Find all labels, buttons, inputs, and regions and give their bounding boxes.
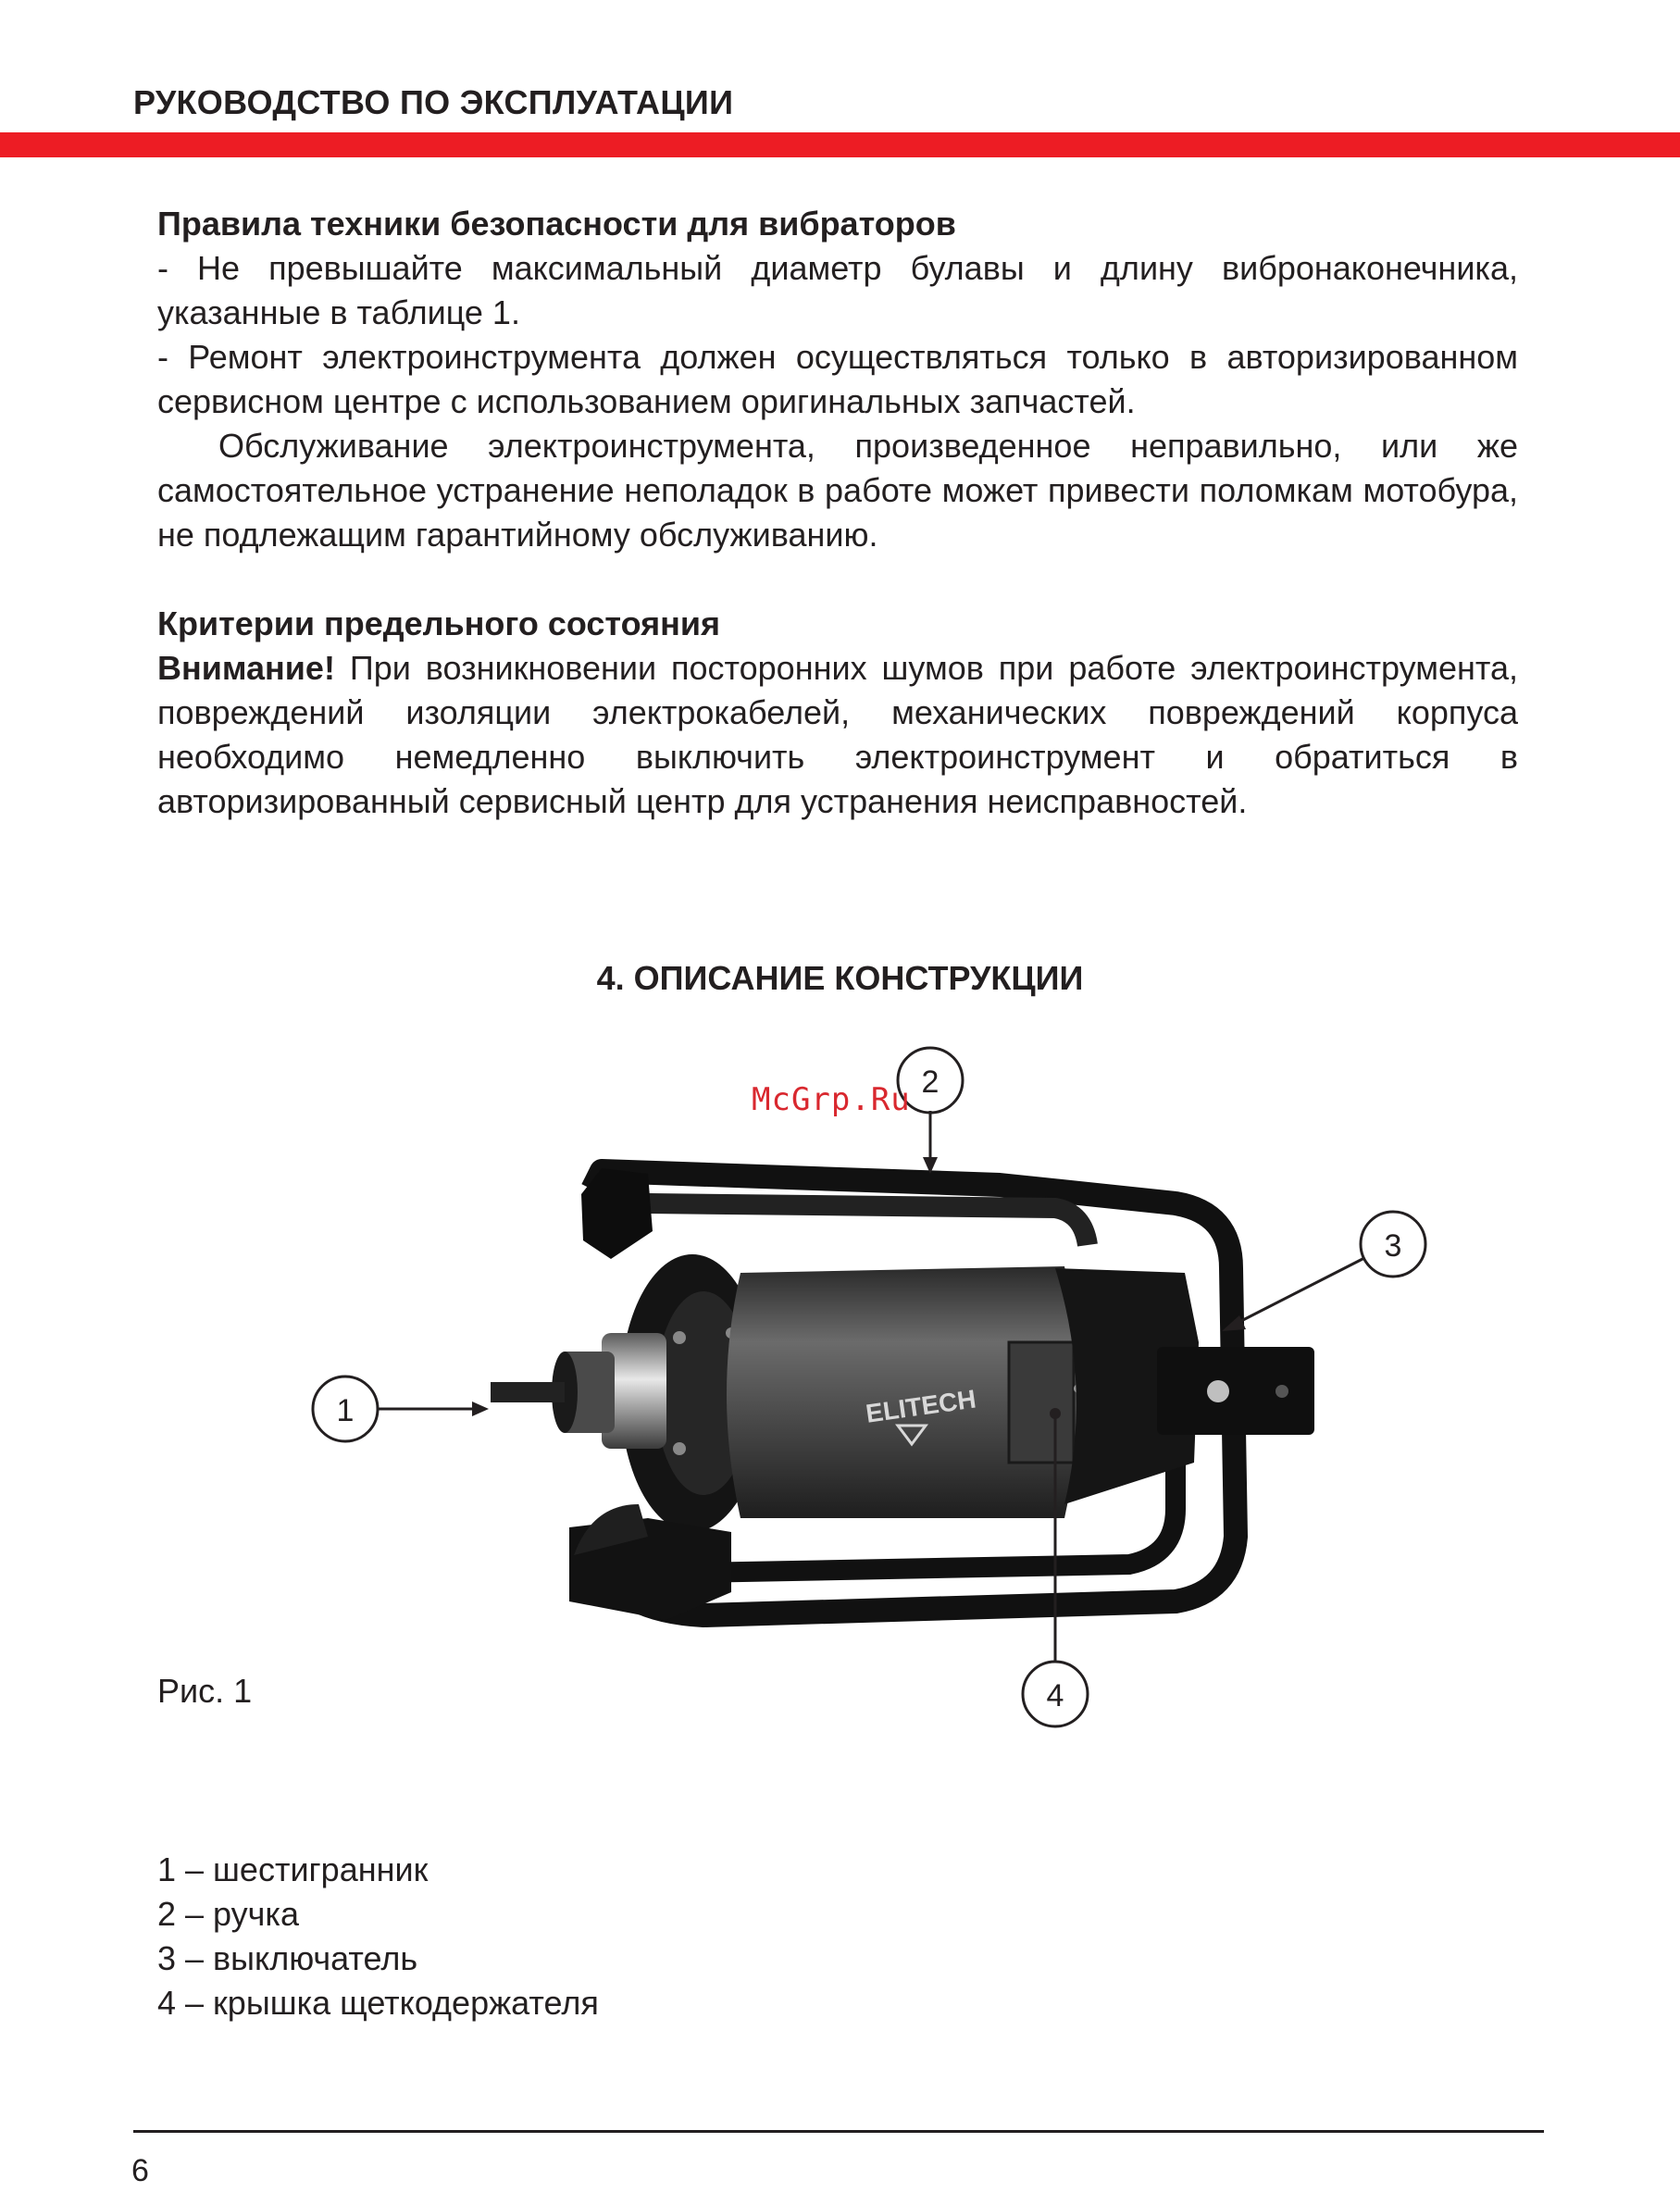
callout-4-label: 4: [1046, 1678, 1064, 1713]
page-header-title: РУКОВОДСТВО ПО ЭКСПЛУАТАЦИИ: [133, 83, 734, 121]
warning-label: Внимание!: [157, 649, 335, 687]
callout-3-label: 3: [1384, 1228, 1402, 1264]
callout-2-label: 2: [921, 1065, 940, 1100]
legend-item: 4 – крышка щеткодержателя: [157, 1984, 599, 2022]
legend-item: 3 – выключатель: [157, 1939, 418, 1977]
safety-item-2: - Ремонт электроинструмента должен осуществляться только в авторизированном сервисном центре с использованием оригинальных запчастей.: [157, 338, 1518, 420]
figure-legend: [157, 1848, 599, 2025]
figure-caption: Рис. 1: [157, 1672, 253, 1710]
header-red-bar: [0, 132, 1680, 157]
legend-item: 1 – шестигранник: [157, 1850, 429, 1888]
switch-block: [1157, 1347, 1314, 1435]
criteria-warning: [157, 646, 1518, 824]
vibrator-figure: [0, 1018, 1680, 1740]
legend-item: 2 – ручка: [157, 1895, 299, 1933]
warning-text: При возникновении посторонних шумов при работе электроинструмента, повреждений изоляции электрокабелей, механических повреждений корпуса необходимо немедленно выключить электроинструмент и обратиться в авторизированный сервисный центр для устранения неисправностей.: [157, 649, 1518, 820]
main-content: [157, 202, 1518, 824]
criteria-heading: Критерии предельного состояния: [157, 604, 720, 642]
frame-inner-bar: [648, 1203, 1088, 1245]
footer-rule: [133, 2130, 1544, 2133]
brand-logo: ELITECH: [864, 1384, 978, 1428]
safety-item-1: - Не превышайте максимальный диаметр булавы и длину вибронаконечника, указанные в таблице 1.: [157, 249, 1518, 331]
callout-1-label: 1: [336, 1393, 355, 1428]
handle-grip: [581, 1168, 653, 1259]
safety-paragraph: Обслуживание электроинструмента, произведенное неправильно, или же самостоятельное устранение неполадок в работе может привести поломкам мотобура, не подлежащим гарантийному обслуживанию.: [157, 427, 1518, 554]
brush-cover: [1009, 1342, 1074, 1463]
safety-heading: Правила техники безопасности для вибраторов: [157, 205, 956, 243]
page-number: 6: [131, 2153, 149, 2188]
hex-shaft: [491, 1382, 565, 1402]
watermark: McGrp.Ru: [752, 1081, 911, 1118]
section-title: 4. ОПИСАНИЕ КОНСТРУКЦИИ: [596, 959, 1084, 997]
